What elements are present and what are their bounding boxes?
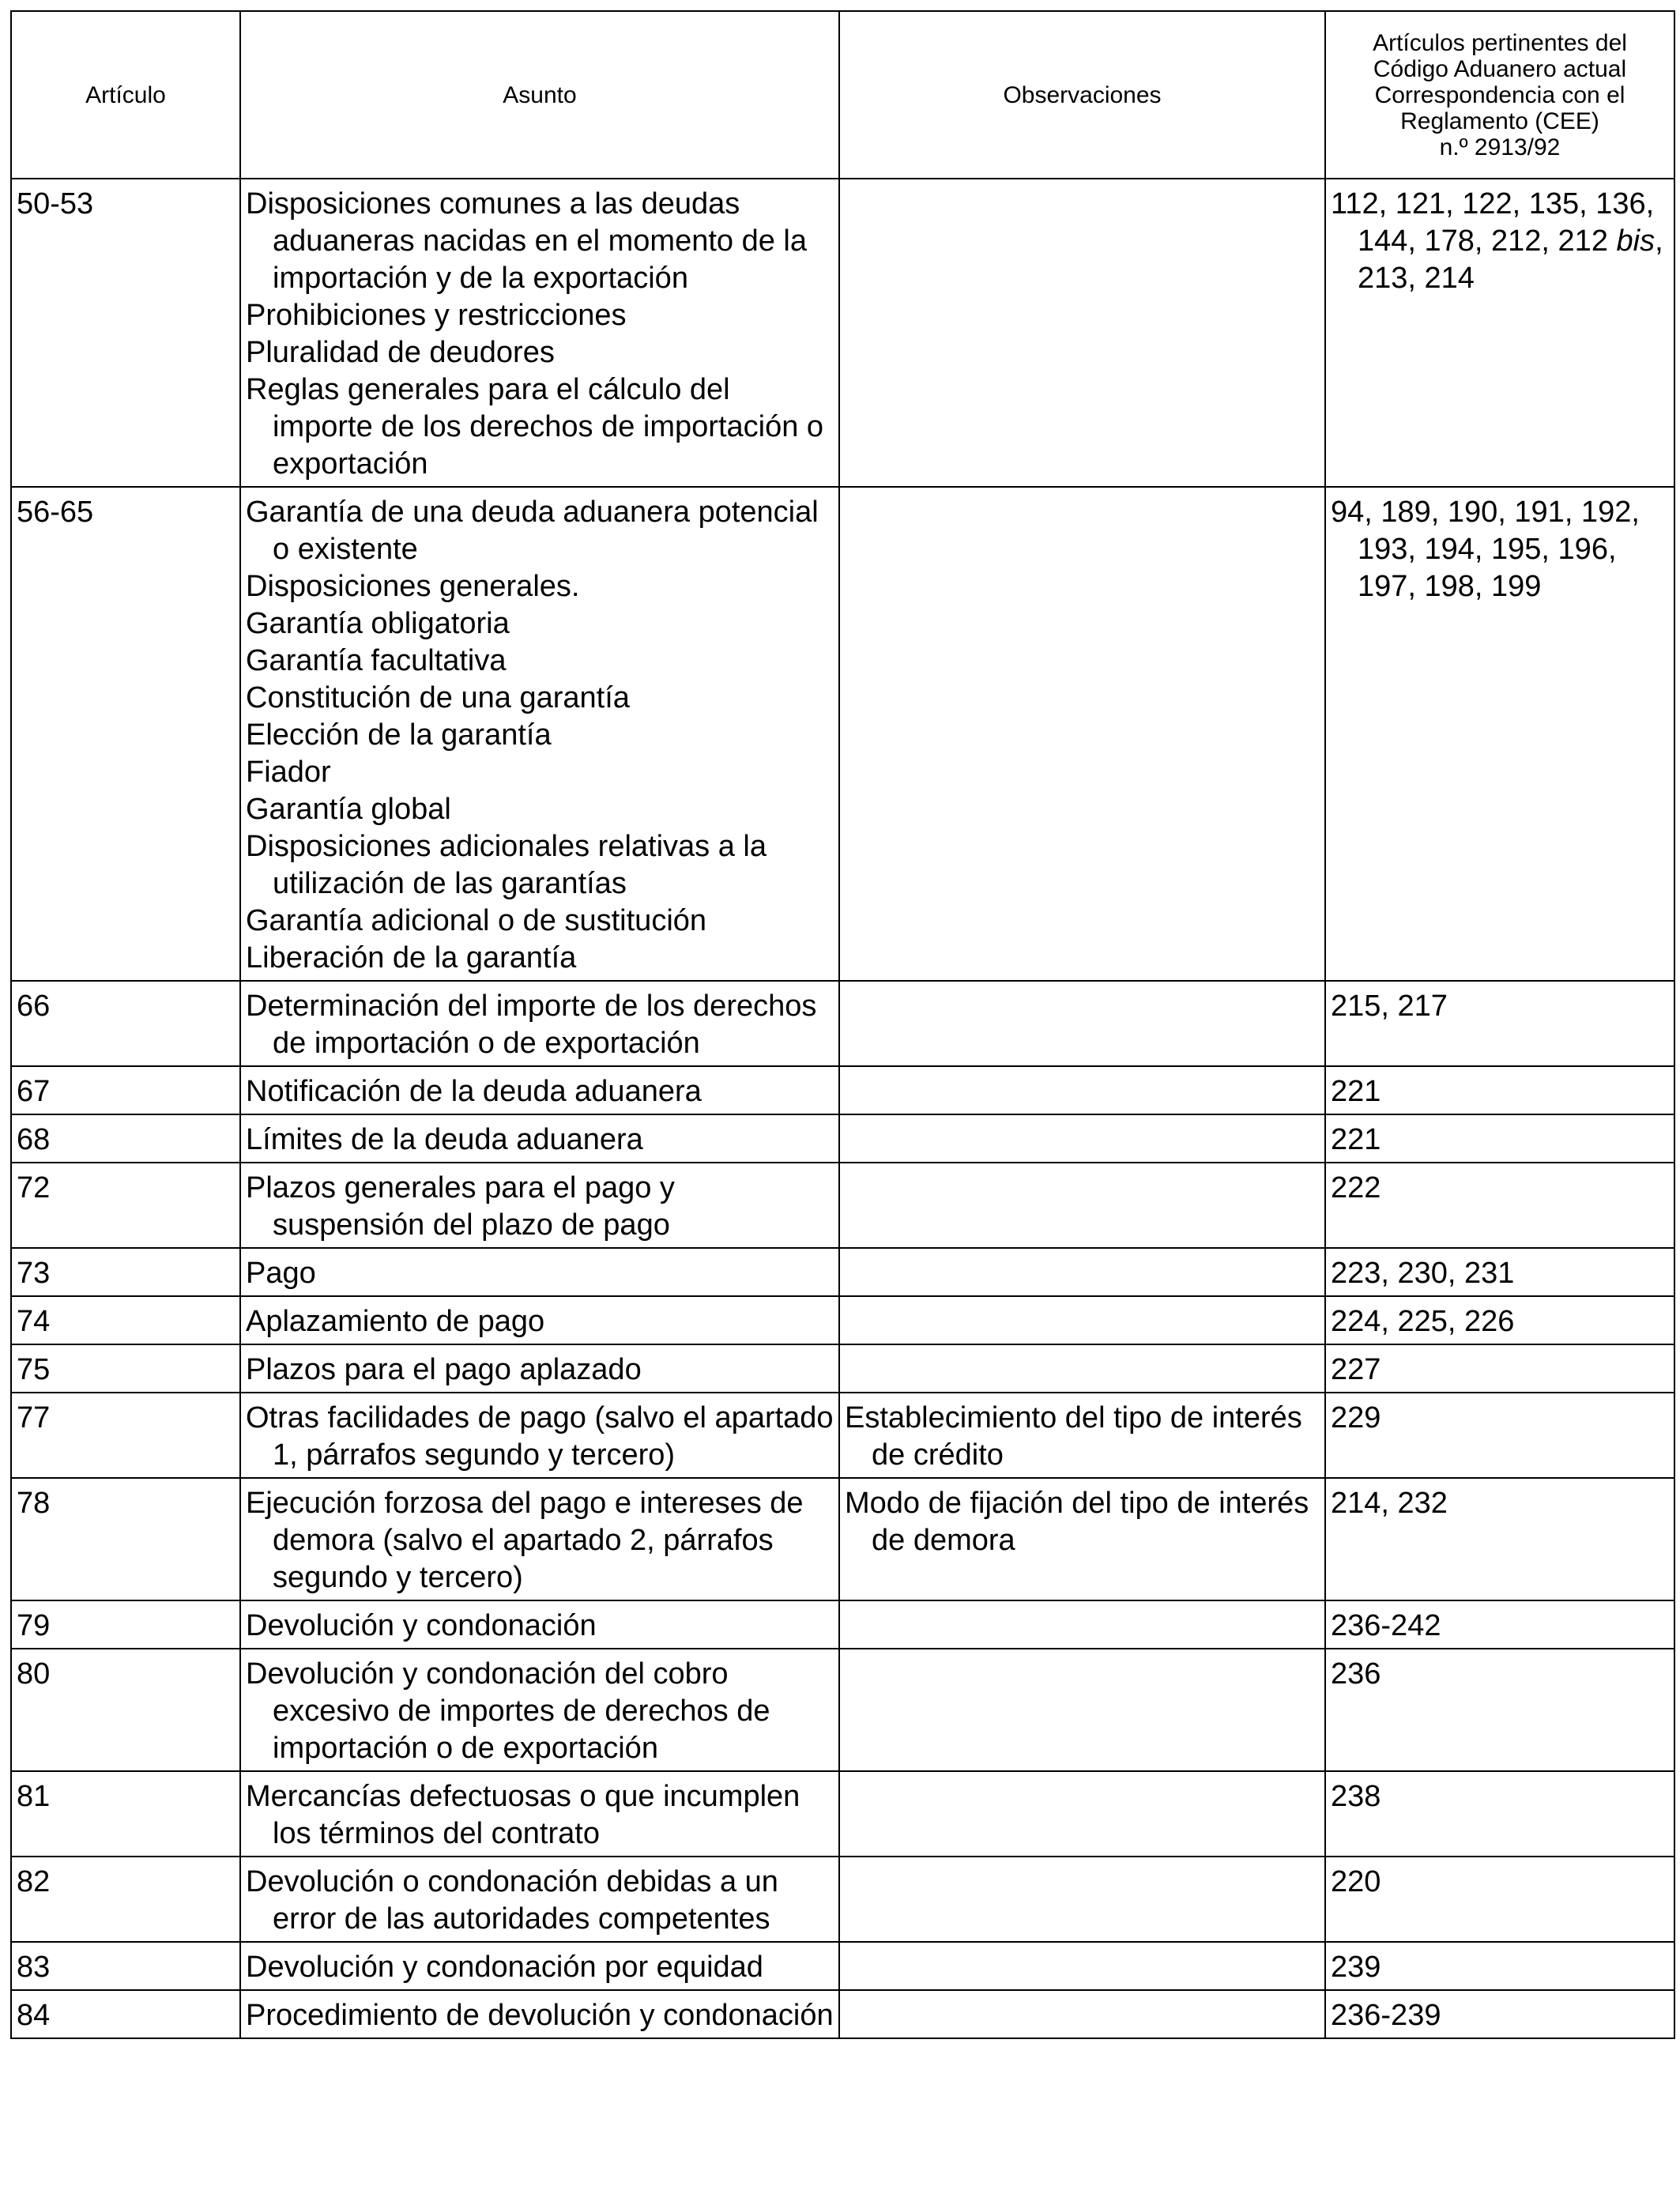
- header-pertinentes-line: n.º 2913/92: [1439, 134, 1561, 160]
- asunto-item: Prohibiciones y restricciones: [246, 299, 627, 332]
- cell-articulo: 68: [11, 1114, 240, 1163]
- cell-observaciones: [839, 1600, 1325, 1649]
- cell-articulo: 56-65: [11, 487, 240, 981]
- table-row: [11, 1857, 1674, 1942]
- asunto-item: Procedimiento de devolución y condonación: [246, 1999, 834, 2032]
- cell-asunto: [240, 1942, 839, 1990]
- cell-asunto: [240, 1163, 839, 1248]
- pertinentes-text: 236: [1331, 1657, 1381, 1691]
- header-asunto: Asunto: [240, 11, 839, 179]
- cell-articulos-pertinentes: [1325, 1857, 1674, 1942]
- cell-articulo: 77: [11, 1393, 240, 1478]
- asunto-item: Pago: [246, 1257, 316, 1290]
- table-row: [11, 1066, 1674, 1114]
- header-observaciones: Observaciones: [839, 11, 1325, 179]
- cell-articulos-pertinentes: [1325, 1248, 1674, 1296]
- pertinentes-text: 221: [1331, 1075, 1381, 1108]
- cell-asunto: [240, 1296, 839, 1344]
- cell-observaciones: [839, 1942, 1325, 1990]
- pertinentes-text: 220: [1331, 1865, 1381, 1898]
- pertinentes-text: 215, 217: [1331, 990, 1448, 1023]
- asunto-item: Disposiciones comunes a las deudas aduaneras nacidas en el momento de la importación y de la exportación: [246, 187, 808, 295]
- cell-articulo: 73: [11, 1248, 240, 1296]
- asunto-item: Garantía obligatoria: [246, 607, 510, 640]
- table-row: [11, 1478, 1674, 1600]
- asunto-item: Liberación de la garantía: [246, 941, 577, 974]
- cell-articulo: 72: [11, 1163, 240, 1248]
- asunto-item: Plazos para el pago aplazado: [246, 1353, 642, 1386]
- pertinentes-text: 221: [1331, 1123, 1381, 1156]
- asunto-item: Disposiciones generales.: [246, 570, 580, 603]
- cell-observaciones: [839, 1066, 1325, 1114]
- asunto-item: Garantía facultativa: [246, 644, 507, 677]
- asunto-item: Ejecución forzosa del pago e intereses de demora (salvo el apartado 2, párrafos segundo y tercero): [246, 1487, 804, 1594]
- cell-articulos-pertinentes: [1325, 179, 1674, 487]
- table-row: [11, 1649, 1674, 1771]
- cell-articulo: 80: [11, 1649, 240, 1771]
- cell-observaciones: [839, 981, 1325, 1066]
- observaciones-text: Modo de fijación del tipo de interés de demora: [845, 1487, 1309, 1557]
- asunto-item: Disposiciones adicionales relativas a la utilización de las garantías: [246, 830, 767, 900]
- asunto-item: Garantía de una deuda aduanera potencial o existente: [246, 496, 819, 566]
- cell-articulos-pertinentes: [1325, 1942, 1674, 1990]
- cell-asunto: [240, 1857, 839, 1942]
- table-row: [11, 1600, 1674, 1649]
- cell-articulo: 66: [11, 981, 240, 1066]
- cell-asunto: [240, 1344, 839, 1393]
- cell-articulo: 67: [11, 1066, 240, 1114]
- cell-asunto: [240, 1393, 839, 1478]
- asunto-item: Fiador: [246, 756, 331, 789]
- table-row: [11, 1163, 1674, 1248]
- cell-articulos-pertinentes: [1325, 1600, 1674, 1649]
- table-row: [11, 1248, 1674, 1296]
- table-row: [11, 1114, 1674, 1163]
- cell-articulos-pertinentes: [1325, 487, 1674, 981]
- asunto-item: Determinación del importe de los derechos de importación o de exportación: [246, 990, 817, 1060]
- cell-articulo: 74: [11, 1296, 240, 1344]
- cell-articulo: 78: [11, 1478, 240, 1600]
- asunto-item: Devolución y condonación del cobro excesivo de importes de derechos de importación o de exportación: [246, 1657, 770, 1765]
- pertinentes-text: 112, 121, 122, 135, 136, 144, 178, 212, 212 bis, 213, 214: [1331, 187, 1663, 295]
- cell-articulos-pertinentes: [1325, 981, 1674, 1066]
- pertinentes-text: 229: [1331, 1401, 1381, 1434]
- asunto-item: Plazos generales para el pago y suspensión del plazo de pago: [246, 1171, 675, 1242]
- table-row: [11, 1942, 1674, 1990]
- cell-asunto: [240, 1478, 839, 1600]
- cell-articulo: 81: [11, 1771, 240, 1857]
- cell-articulos-pertinentes: [1325, 1990, 1674, 2038]
- asunto-item: Mercancías defectuosas o que incumplen los términos del contrato: [246, 1780, 800, 1850]
- cell-observaciones: [839, 1393, 1325, 1478]
- header-pertinentes-line: Correspondencia con el: [1374, 81, 1625, 108]
- table-row: [11, 179, 1674, 487]
- asunto-item: Constitución de una garantía: [246, 681, 630, 714]
- pertinentes-text: 222: [1331, 1171, 1381, 1204]
- asunto-item: Garantía global: [246, 793, 451, 826]
- cell-observaciones: [839, 1344, 1325, 1393]
- asunto-item: Otras facilidades de pago (salvo el apartado 1, párrafos segundo y tercero): [246, 1401, 834, 1472]
- pertinentes-text: 223, 230, 231: [1331, 1257, 1515, 1290]
- cell-articulos-pertinentes: [1325, 1393, 1674, 1478]
- pertinentes-text: 224, 225, 226: [1331, 1305, 1515, 1338]
- table-row: [11, 981, 1674, 1066]
- cell-observaciones: [839, 1248, 1325, 1296]
- pertinentes-text: 214, 232: [1331, 1487, 1448, 1520]
- cell-articulo: 79: [11, 1600, 240, 1649]
- pertinentes-text: 239: [1331, 1951, 1381, 1984]
- cell-articulo: 84: [11, 1990, 240, 2038]
- table-row: [11, 1344, 1674, 1393]
- asunto-item: Garantía adicional o de sustitución: [246, 904, 707, 937]
- cell-articulos-pertinentes: [1325, 1296, 1674, 1344]
- cell-articulo: 75: [11, 1344, 240, 1393]
- pertinentes-text: 227: [1331, 1353, 1381, 1386]
- cell-asunto: [240, 1600, 839, 1649]
- pertinentes-text: 236-239: [1331, 1999, 1441, 2032]
- cell-observaciones: [839, 1163, 1325, 1248]
- cell-asunto: [240, 1114, 839, 1163]
- cell-asunto: [240, 1248, 839, 1296]
- table-body: [11, 179, 1674, 2038]
- cell-observaciones: [839, 1296, 1325, 1344]
- cell-articulos-pertinentes: [1325, 1114, 1674, 1163]
- header-articulo: Artículo: [11, 11, 240, 179]
- header-row: [11, 11, 1674, 179]
- asunto-item: Devolución y condonación por equidad: [246, 1951, 763, 1984]
- cell-asunto: [240, 1990, 839, 2038]
- cell-articulos-pertinentes: [1325, 1649, 1674, 1771]
- header-pertinentes-line: Reglamento (CEE): [1400, 107, 1599, 134]
- cell-observaciones: [839, 1114, 1325, 1163]
- header-articulos-pertinentes: [1325, 11, 1674, 179]
- cell-observaciones: [839, 1990, 1325, 2038]
- cell-observaciones: [839, 1478, 1325, 1600]
- cell-observaciones: [839, 487, 1325, 981]
- cell-asunto: [240, 179, 839, 487]
- table-row: [11, 1771, 1674, 1857]
- asunto-item: Devolución o condonación debidas a un error de las autoridades competentes: [246, 1865, 778, 1936]
- table-row: [11, 1296, 1674, 1344]
- asunto-item: Límites de la deuda aduanera: [246, 1123, 643, 1156]
- cell-observaciones: [839, 179, 1325, 487]
- correspondence-table: [10, 10, 1675, 2039]
- cell-articulos-pertinentes: [1325, 1163, 1674, 1248]
- cell-asunto: [240, 981, 839, 1066]
- asunto-item: Devolución y condonación: [246, 1609, 597, 1642]
- cell-articulos-pertinentes: [1325, 1478, 1674, 1600]
- observaciones-text: Establecimiento del tipo de interés de crédito: [845, 1401, 1302, 1472]
- asunto-item: Pluralidad de deudores: [246, 336, 555, 369]
- cell-articulo: 82: [11, 1857, 240, 1942]
- asunto-item: Notificación de la deuda aduanera: [246, 1075, 702, 1108]
- cell-observaciones: [839, 1857, 1325, 1942]
- header-pertinentes-line: Artículos pertinentes del: [1373, 29, 1627, 56]
- asunto-item: Elección de la garantía: [246, 718, 552, 752]
- table-row: [11, 1393, 1674, 1478]
- cell-articulo: 83: [11, 1942, 240, 1990]
- cell-articulos-pertinentes: [1325, 1771, 1674, 1857]
- table-row: [11, 487, 1674, 981]
- cell-articulos-pertinentes: [1325, 1066, 1674, 1114]
- cell-observaciones: [839, 1771, 1325, 1857]
- cell-observaciones: [839, 1649, 1325, 1771]
- cell-asunto: [240, 487, 839, 981]
- asunto-item: Aplazamiento de pago: [246, 1305, 545, 1338]
- cell-asunto: [240, 1066, 839, 1114]
- table-header: [11, 11, 1674, 179]
- cell-asunto: [240, 1649, 839, 1771]
- cell-asunto: [240, 1771, 839, 1857]
- asunto-item: Reglas generales para el cálculo del importe de los derechos de importación o exportación: [246, 373, 824, 481]
- pertinentes-text: 236-242: [1331, 1609, 1441, 1642]
- header-pertinentes-line: Código Aduanero actual: [1373, 55, 1627, 82]
- pertinentes-text: 238: [1331, 1780, 1381, 1813]
- pertinentes-text: 94, 189, 190, 191, 192, 193, 194, 195, 196, 197, 198, 199: [1331, 496, 1640, 603]
- table-row: [11, 1990, 1674, 2038]
- cell-articulo: 50-53: [11, 179, 240, 487]
- cell-articulos-pertinentes: [1325, 1344, 1674, 1393]
